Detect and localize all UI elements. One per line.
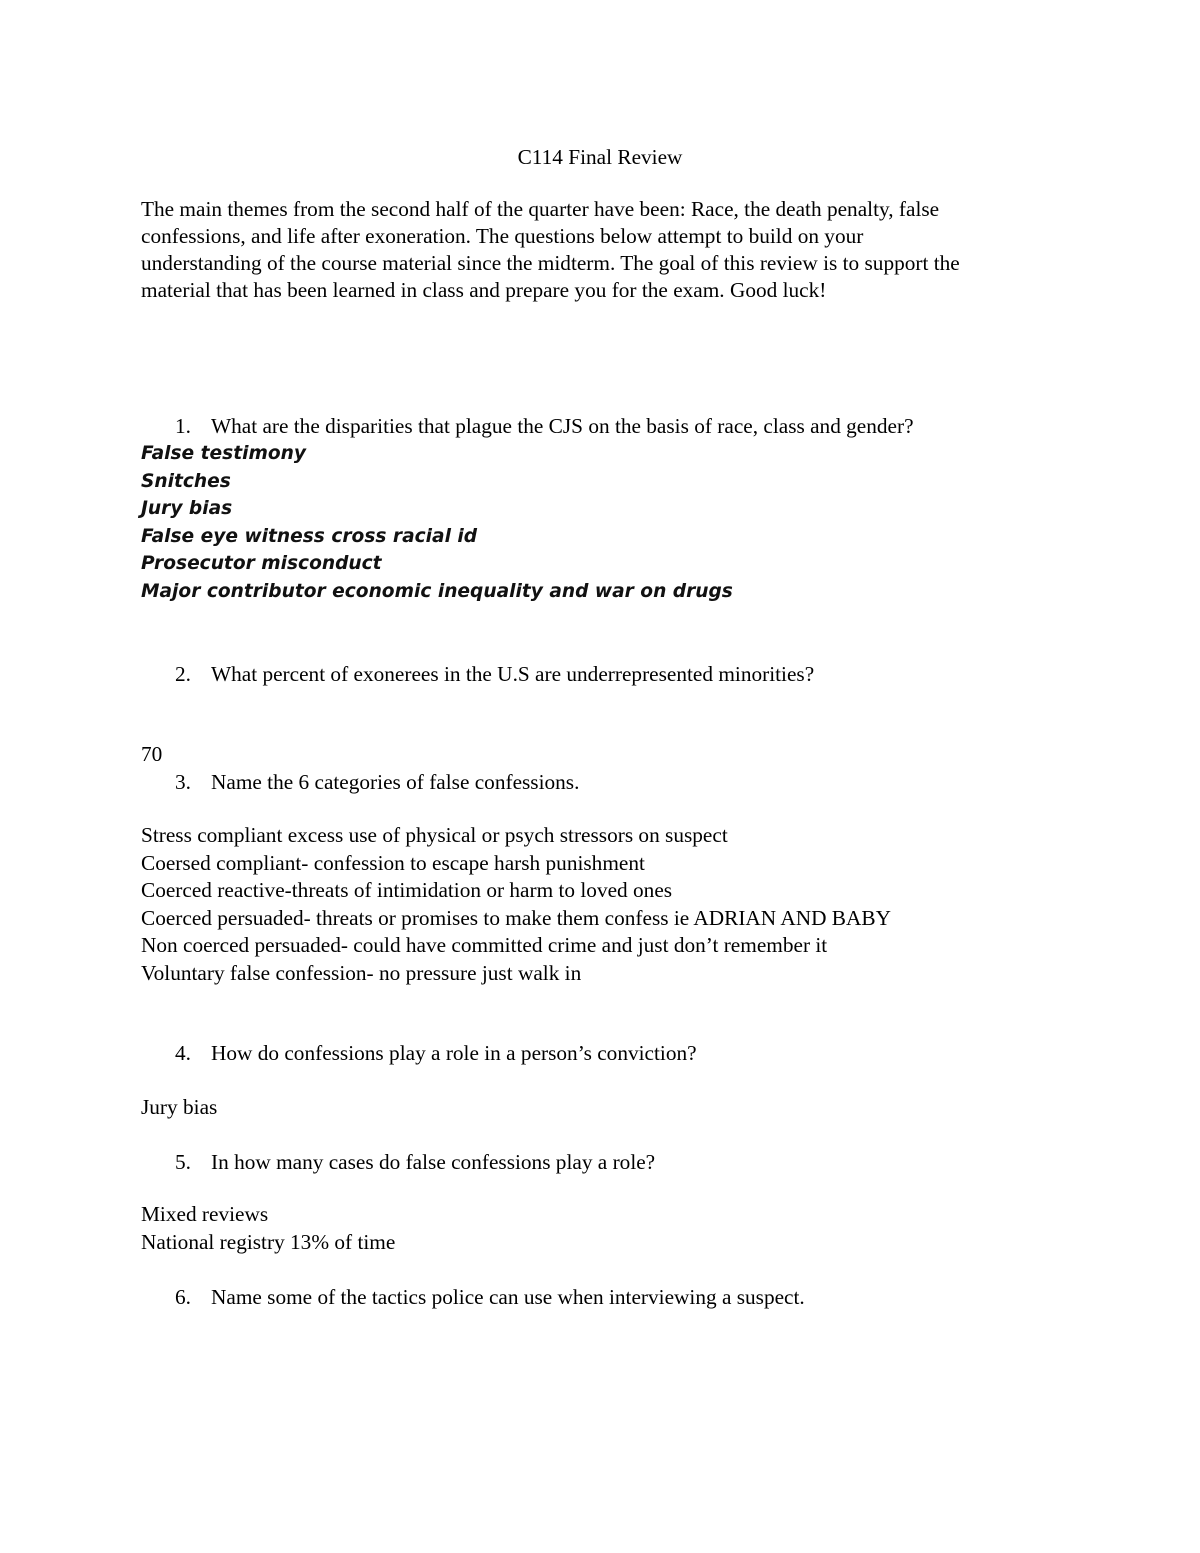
question-2 — [175, 660, 814, 688]
answer-2 — [141, 741, 162, 769]
question-number: 5. — [175, 1150, 191, 1174]
answer-line: Mixed reviews — [141, 1202, 269, 1226]
question-number: 6. — [175, 1285, 191, 1309]
document-title: C114 Final Review — [517, 145, 683, 169]
answer-line: 70 — [141, 742, 163, 766]
question-number: 1. — [175, 414, 191, 438]
answer-line: Jury bias — [141, 498, 233, 520]
intro-paragraph — [141, 196, 1061, 304]
answer-line: Voluntary false confession- no pressure just walk in — [141, 960, 582, 985]
answer-line: Coersed compliant- confession to escape harsh punishment — [141, 850, 645, 875]
intro-line: material that has been learned in class and prepare you for the exam. Good luck! — [141, 278, 827, 302]
answer-line: Coerced reactive-threats of intimidation or harm to loved ones — [141, 878, 673, 903]
answer-3 — [141, 822, 891, 988]
intro-line: confessions, and life after exoneration. The questions below attempt to build on your — [141, 224, 864, 248]
answer-line: National registry 13% of time — [141, 1229, 396, 1254]
question-number: 2. — [175, 662, 191, 686]
answer-line: False eye witness cross racial id — [141, 525, 478, 547]
question-3 — [175, 768, 579, 796]
answer-line: Non coerced persuaded- could have committed crime and just don’t remember it — [141, 933, 828, 958]
question-number: 4. — [175, 1041, 191, 1065]
question-text: Name some of the tactics police can use when interviewing a suspect. — [211, 1285, 805, 1309]
question-number: 3. — [175, 770, 191, 794]
answer-line: Snitches — [141, 470, 231, 492]
answer-1 — [141, 440, 733, 606]
intro-line: understanding of the course material since the midterm. The goal of this review is to support the — [141, 251, 960, 275]
answer-line: Jury bias — [141, 1095, 218, 1119]
question-text: In how many cases do false confessions play a role? — [211, 1150, 656, 1174]
answer-5 — [141, 1201, 395, 1256]
answer-line: False testimony — [141, 443, 306, 464]
question-1 — [175, 412, 914, 440]
intro-line: The main themes from the second half of the quarter have been: Race, the death penalty, false — [141, 197, 940, 221]
answer-line: Stress compliant excess use of physical or psych stressors on suspect — [141, 823, 728, 847]
question-4 — [175, 1039, 697, 1067]
answer-line: Prosecutor misconduct — [141, 553, 382, 575]
answer-4 — [141, 1094, 217, 1122]
question-text: How do confessions play a role in a person’s conviction? — [211, 1041, 697, 1065]
question-text: What percent of exonerees in the U.S are underrepresented minorities? — [211, 662, 815, 686]
answer-line: Coerced persuaded- threats or promises to make them confess ie ADRIAN AND BABY — [141, 905, 891, 930]
question-5 — [175, 1148, 655, 1176]
question-6 — [175, 1283, 805, 1311]
answer-line: Major contributor economic inequality and war on drugs — [141, 580, 733, 602]
question-text: What are the disparities that plague the CJS on the basis of race, class and gender? — [211, 414, 914, 438]
question-text: Name the 6 categories of false confessions. — [211, 770, 580, 794]
